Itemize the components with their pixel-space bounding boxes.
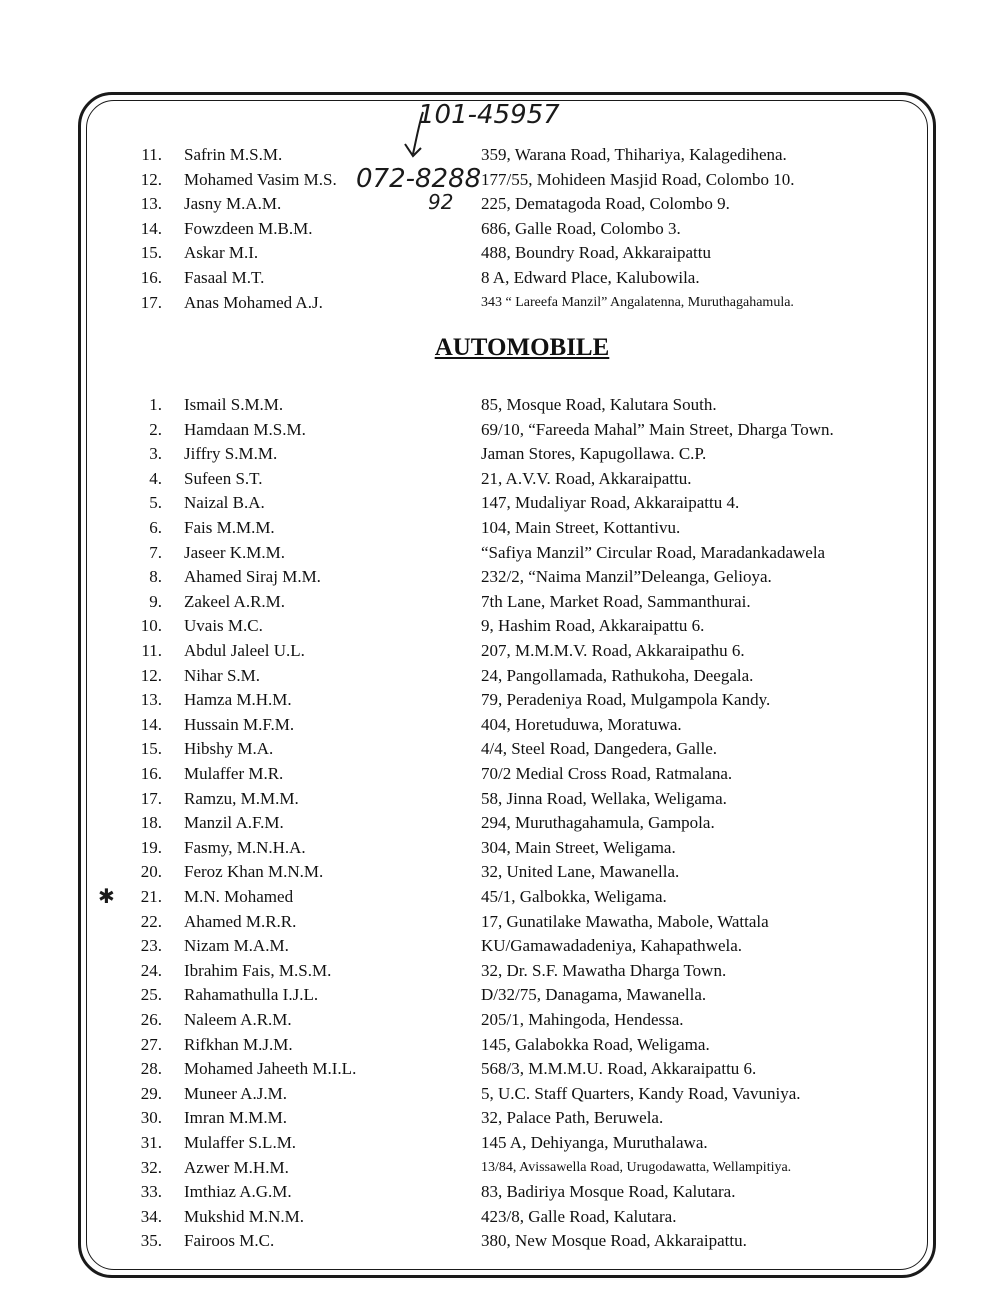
- item-address: 686, Galle Road, Colombo 3.: [481, 218, 681, 238]
- item-name: Muneer A.J.M.: [184, 1083, 287, 1103]
- item-address: 85, Mosque Road, Kalutara South.: [481, 395, 717, 414]
- item-number: 34.: [140, 1206, 162, 1226]
- item-address: D/32/75, Danagama, Mawanella.: [481, 985, 707, 1005]
- list-item: [0, 910, 1000, 934]
- item-number: 14.: [140, 218, 162, 238]
- item-address: 69/10, “Fareeda Mahal” Main Street, Dharga Town.: [481, 419, 834, 439]
- item-number: 11.: [141, 145, 162, 164]
- list-item: [0, 541, 1000, 565]
- item-number: 12.: [140, 665, 162, 685]
- item-number: 28.: [140, 1059, 162, 1079]
- item-name: Fasmy, M.N.H.A.: [184, 837, 306, 857]
- item-number: 8.: [149, 567, 162, 587]
- item-address: 568/3, M.M.M.U. Road, Akkaraipattu 6.: [481, 1059, 757, 1079]
- item-number: 15.: [140, 243, 162, 263]
- item-name: Ahamed M.R.R.: [184, 911, 297, 931]
- item-address: 205/1, Mahingoda, Hendessa.: [481, 1010, 684, 1029]
- list-item: [0, 934, 1000, 958]
- item-name: Jaseer K.M.M.: [184, 542, 286, 562]
- item-name: Hamza M.H.M.: [184, 690, 292, 710]
- item-number: 33.: [140, 1182, 162, 1202]
- handwritten-note-top: 101-45957: [418, 100, 560, 130]
- item-address: 177/55, Mohideen Masjid Road, Colombo 10.: [481, 169, 795, 189]
- item-name: M.N. Mohamed: [184, 887, 294, 906]
- list-item: [0, 491, 1000, 515]
- item-number: 5.: [149, 493, 162, 513]
- item-address: 58, Jinna Road, Wellaka, Weligama.: [481, 788, 727, 808]
- item-address: 83, Badiriya Mosque Road, Kalutara.: [481, 1182, 736, 1202]
- item-name: Rahamathulla I.J.L.: [184, 985, 319, 1005]
- item-name: Mukshid M.N.M.: [184, 1206, 304, 1226]
- list-item: [0, 860, 1000, 884]
- item-address: 7th Lane, Market Road, Sammanthurai.: [481, 591, 751, 611]
- item-address: 423/8, Galle Road, Kalutara.: [481, 1206, 677, 1226]
- item-address: 45/1, Galbokka, Weligama.: [481, 887, 667, 906]
- item-address: 21, A.V.V. Road, Akkaraipattu.: [481, 468, 692, 488]
- list-item: [0, 192, 1000, 216]
- item-number: 7.: [149, 542, 162, 562]
- item-number: 11.: [141, 641, 162, 660]
- list-item: [0, 516, 1000, 540]
- item-address: Jaman Stores, Kapugollawa. C.P.: [481, 444, 707, 464]
- item-name: Safrin M.S.M.: [184, 145, 283, 164]
- item-name: Abdul Jaleel U.L.: [184, 641, 305, 660]
- item-number: 24.: [140, 960, 162, 980]
- item-name: Hamdaan M.S.M.: [184, 419, 306, 439]
- item-number: 15.: [140, 739, 162, 759]
- item-number: 18.: [140, 813, 162, 833]
- item-number: 14.: [140, 714, 162, 734]
- list-item: [0, 590, 1000, 614]
- item-address: 32, United Lane, Mawanella.: [481, 862, 680, 882]
- item-address: 24, Pangollamada, Rathukoha, Deegala.: [481, 665, 754, 685]
- list-item: [0, 442, 1000, 466]
- item-name: Feroz Khan M.N.M.: [184, 862, 324, 882]
- list-item: [0, 565, 1000, 589]
- item-address: 70/2 Medial Cross Road, Ratmalana.: [481, 764, 733, 783]
- item-address: 294, Muruthagahamula, Gampola.: [481, 813, 715, 833]
- item-number: 32.: [140, 1157, 162, 1177]
- item-name: Ibrahim Fais, M.S.M.: [184, 960, 332, 980]
- list-item: [0, 664, 1000, 688]
- list-item: [0, 467, 1000, 491]
- item-address: 343 “ Lareefa Manzil” Angalatenna, Muruthagahamula.: [481, 294, 794, 310]
- handwritten-small-note: 92: [428, 190, 454, 214]
- item-address: 13/84, Avissawella Road, Urugodawatta, Wellampitiya.: [481, 1159, 792, 1175]
- list-item: [0, 1057, 1000, 1081]
- list-item: [0, 762, 1000, 786]
- item-name: Fasaal M.T.: [184, 268, 265, 287]
- item-address: 17, Gunatilake Mawatha, Mabole, Wattala: [481, 911, 769, 931]
- item-address: 5, U.C. Staff Quarters, Kandy Road, Vavuniya.: [481, 1083, 801, 1103]
- item-name: Anas Mohamed A.J.: [184, 292, 323, 312]
- item-number: 35.: [140, 1231, 162, 1251]
- item-address: 4/4, Steel Road, Dangedera, Galle.: [481, 739, 718, 759]
- list-item: [0, 418, 1000, 442]
- item-number: 13.: [140, 194, 162, 214]
- item-name: Fowzdeen M.B.M.: [184, 218, 313, 238]
- item-number: 17.: [140, 788, 162, 808]
- item-name: Sufeen S.T.: [184, 468, 263, 488]
- item-number: 31.: [140, 1133, 162, 1152]
- item-name: Hussain M.F.M.: [184, 714, 295, 734]
- item-name: Fairoos M.C.: [184, 1231, 275, 1251]
- item-number: 4.: [149, 468, 162, 488]
- item-address: 207, M.M.M.V. Road, Akkaraipathu 6.: [481, 641, 745, 660]
- list-item: [0, 713, 1000, 737]
- list-item: [0, 1082, 1000, 1106]
- list-item: [0, 217, 1000, 241]
- list-item: [0, 168, 1000, 192]
- item-address: 304, Main Street, Weligama.: [481, 837, 676, 857]
- item-name: Fais M.M.M.: [184, 518, 275, 537]
- list-item: [0, 1156, 1000, 1180]
- item-address: 9, Hashim Road, Akkaraipattu 6.: [481, 616, 705, 636]
- section-heading-automobile: AUTOMOBILE: [434, 334, 610, 361]
- item-number: 20.: [140, 862, 162, 882]
- list-item: [0, 983, 1000, 1007]
- list-item: [0, 266, 1000, 290]
- item-name: Imran M.M.M.: [184, 1108, 287, 1128]
- item-number: 30.: [140, 1108, 162, 1128]
- list-item: [0, 639, 1000, 663]
- item-name: Azwer M.H.M.: [184, 1157, 289, 1177]
- list-item: [0, 143, 1000, 167]
- item-number: 16.: [140, 764, 162, 783]
- item-address: 8 A, Edward Place, Kalubowila.: [481, 268, 700, 287]
- list-item: [0, 1229, 1000, 1253]
- list-item: [0, 885, 1000, 909]
- item-name: Mulaffer M.R.: [184, 764, 284, 783]
- item-name: Ramzu, M.M.M.: [184, 788, 299, 808]
- item-number: 27.: [140, 1034, 162, 1054]
- item-number: 9.: [149, 591, 162, 611]
- list-item: [0, 1131, 1000, 1155]
- item-name: Nizam M.A.M.: [184, 936, 289, 956]
- list-item: [0, 291, 1000, 315]
- item-address: 359, Warana Road, Thihariya, Kalagedihena.: [481, 145, 787, 164]
- item-name: Zakeel A.R.M.: [184, 591, 286, 611]
- list-item: [0, 614, 1000, 638]
- item-number: 12.: [140, 169, 162, 189]
- list-item: [0, 811, 1000, 835]
- item-name: Mulaffer S.L.M.: [184, 1133, 297, 1152]
- item-name: Rifkhan M.J.M.: [184, 1034, 293, 1054]
- item-address: 32, Dr. S.F. Mawatha Dharga Town.: [481, 960, 727, 980]
- item-address: KU/Gamawadadeniya, Kahapathwela.: [481, 936, 743, 956]
- item-number: 29.: [140, 1083, 162, 1103]
- item-name: Mohamed Jaheeth M.I.L.: [184, 1059, 357, 1079]
- item-name: Nihar S.M.: [184, 665, 261, 685]
- item-number: 22.: [140, 911, 162, 931]
- list-item: [0, 241, 1000, 265]
- item-address: 404, Horetuduwa, Moratuwa.: [481, 714, 682, 734]
- item-name: Mohamed Vasim M.S.: [184, 169, 337, 189]
- item-name: Ismail S.M.M.: [184, 395, 284, 414]
- item-number: 26.: [140, 1010, 162, 1029]
- item-number: 16.: [140, 268, 162, 287]
- handwritten-star-mark: ✱: [98, 884, 115, 908]
- item-name: Askar M.I.: [184, 243, 259, 263]
- list-item: [0, 1008, 1000, 1032]
- list-item: [0, 836, 1000, 860]
- item-address: “Safiya Manzil” Circular Road, Maradankadawela: [481, 542, 826, 562]
- item-name: Jasny M.A.M.: [184, 194, 282, 214]
- list-item: [0, 393, 1000, 417]
- item-number: 21.: [140, 887, 162, 906]
- item-number: 10.: [140, 616, 162, 636]
- item-number: 6.: [149, 518, 162, 537]
- list-item: [0, 1033, 1000, 1057]
- item-address: 147, Mudaliyar Road, Akkaraipattu 4.: [481, 493, 740, 513]
- item-name: Uvais M.C.: [184, 616, 263, 636]
- item-number: 17.: [140, 292, 162, 312]
- item-number: 13.: [140, 690, 162, 710]
- item-address: 145 A, Dehiyanga, Muruthalawa.: [481, 1133, 708, 1152]
- item-number: 2.: [149, 419, 162, 439]
- item-name: Naizal B.A.: [184, 493, 265, 513]
- list-item: [0, 688, 1000, 712]
- item-address: 79, Peradeniya Road, Mulgampola Kandy.: [481, 690, 771, 710]
- list-item: [0, 1180, 1000, 1204]
- item-address: 488, Boundry Road, Akkaraipattu: [481, 243, 711, 263]
- item-name: Ahamed Siraj M.M.: [184, 567, 321, 587]
- item-address: 225, Dematagoda Road, Colombo 9.: [481, 194, 730, 214]
- item-number: 23.: [140, 936, 162, 956]
- item-number: 19.: [140, 837, 162, 857]
- item-name: Naleem A.R.M.: [184, 1010, 292, 1029]
- list-item: [0, 737, 1000, 761]
- item-number: 1.: [149, 395, 162, 414]
- item-address: 232/2, “Naima Manzil”Deleanga, Gelioya.: [481, 567, 772, 587]
- list-item: [0, 1106, 1000, 1130]
- item-address: 104, Main Street, Kottantivu.: [481, 518, 681, 537]
- item-number: 3.: [149, 444, 162, 464]
- item-address: 32, Palace Path, Beruwela.: [481, 1108, 664, 1128]
- item-address: 380, New Mosque Road, Akkaraipattu.: [481, 1231, 747, 1251]
- list-item: [0, 959, 1000, 983]
- item-number: 25.: [140, 985, 162, 1005]
- item-name: Hibshy M.A.: [184, 739, 274, 759]
- item-name: Imthiaz A.G.M.: [184, 1182, 292, 1202]
- list-item: [0, 787, 1000, 811]
- item-name: Manzil A.F.M.: [184, 813, 284, 833]
- list-item: [0, 1205, 1000, 1229]
- handwritten-phone-note: 072-8288: [356, 164, 482, 194]
- item-address: 145, Galabokka Road, Weligama.: [481, 1034, 710, 1054]
- item-name: Jiffry S.M.M.: [184, 444, 278, 464]
